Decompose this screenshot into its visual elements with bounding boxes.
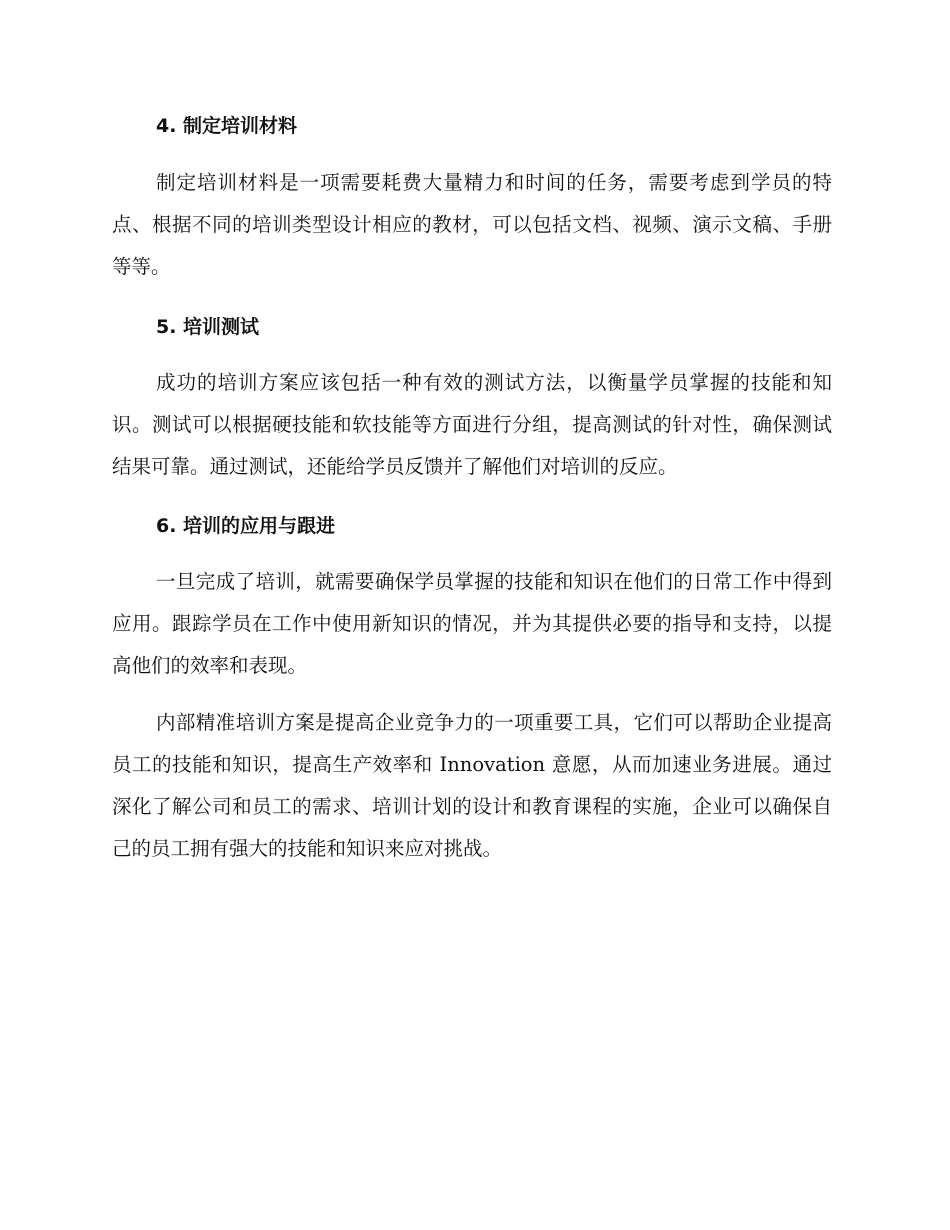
section-heading-application-followup: 6. 培训的应用与跟进: [156, 515, 336, 537]
document-body: [112, 106, 832, 870]
section-heading-training-materials: 4. 制定培训材料: [156, 115, 298, 137]
section-heading-training-test: 5. 培训测试: [156, 316, 260, 338]
section-paragraph-application-followup: 一旦完成了培训，就需要确保学员掌握的技能和知识在他们的日常工作中得到应用。跟踪学员在工作中使用新知识的情况，并为其提供必要的指导和支持，以提高他们的效率和表现。: [112, 570, 832, 677]
conclusion-paragraph: 内部精准培训方案是提高企业竞争力的一项重要工具，它们可以帮助企业提高员工的技能和知识，提高生产效率和 Innovation 意愿，从而加速业务进展。通过深化了解公司和员工的需求、培训计划的设计和教育课程的实施，企业可以确保自己的员工拥有强大的技能和知识来应对挑战。: [112, 711, 832, 860]
section-paragraph-training-test: 成功的培训方案应该包括一种有效的测试方法，以衡量学员掌握的技能和知识。测试可以根据硬技能和软技能等方面进行分组，提高测试的针对性，确保测试结果可靠。通过测试，还能给学员反馈并了解他们对培训的反应。: [112, 371, 832, 478]
section-paragraph-training-materials: 制定培训材料是一项需要耗费大量精力和时间的任务，需要考虑到学员的特点、根据不同的培训类型设计相应的教材，可以包括文档、视频、演示文稿、手册等等。: [112, 171, 832, 278]
